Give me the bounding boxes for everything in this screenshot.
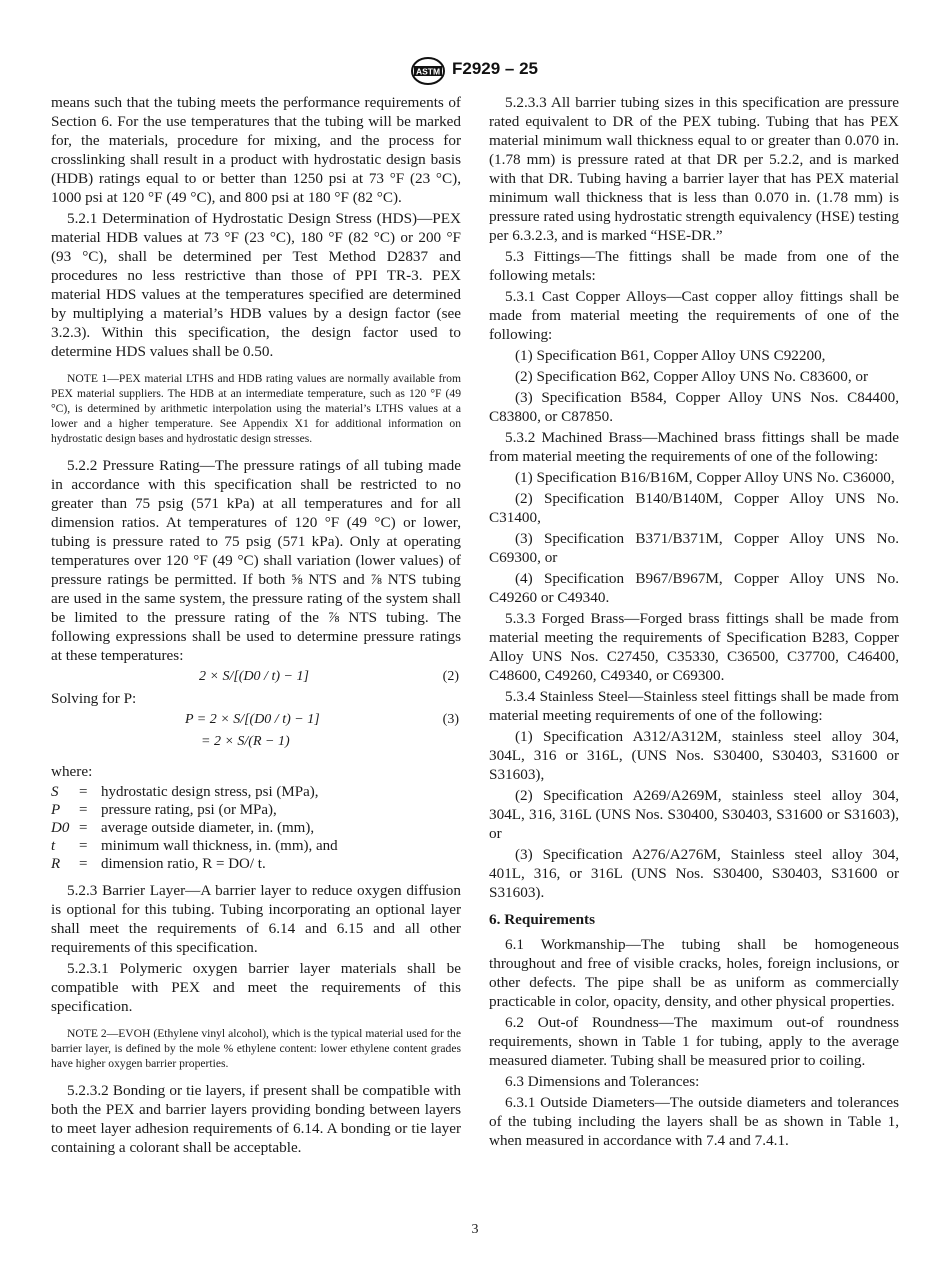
left-column bbox=[51, 93, 461, 1159]
list-item: (3) Specification B371/B371M, Copper Alloy UNS No. C69300, or bbox=[489, 530, 899, 566]
paragraph-5-2-3-1: 5.2.3.1 Polymeric oxygen barrier layer materials shall be compatible with PEX and meet the requirements of this specification. bbox=[51, 960, 461, 1015]
paragraph-6-3-1: 6.3.1 Outside Diameters—The outside diameters and tolerances of the tubing including the layers shall be as shown in Table 1, when measured in accordance with 7.4 and 7.4.1. bbox=[489, 1094, 899, 1149]
note-2: NOTE 2—EVOH (Ethylene vinyl alcohol), which is the typical material used for the barrier layer, is defined by the mole % ethylene content: lower ethylene content grades have higher oxygen barrier properties. bbox=[51, 1027, 461, 1070]
paragraph-5-2-3-2: 5.2.3.2 Bonding or tie layers, if present shall be compatible with both the PEX and barrier layers providing bonding between layers to meet layer adhesion requirements of 6.14. A bonding or tie layer containing a colorant shall be acceptable. bbox=[51, 1082, 461, 1156]
definition-symbol: S bbox=[51, 784, 59, 800]
equation-3-number: (3) bbox=[442, 712, 459, 727]
definition-symbol: R bbox=[51, 856, 61, 872]
paragraph-5-3-3: 5.3.3 Forged Brass—Forged brass fittings shall be made from material meeting the requirements of Specification B283, Copper Alloy UNS Nos. C27450, C35330, C36500, C37700, C46400, C48600, C49260, C49340, or C69300. bbox=[489, 610, 899, 684]
definition-row bbox=[51, 837, 338, 855]
definition-equals: = bbox=[79, 856, 88, 872]
equation-2 bbox=[51, 667, 461, 689]
definition-text: pressure rating, psi (or MPa), bbox=[101, 802, 277, 818]
definition-text: hydrostatic design stress, psi (MPa), bbox=[101, 784, 319, 800]
list-item: (3) Specification A276/A276M, Stainless steel alloy 304, 401L, 316, or 316L (UNS Nos. S30400, S30403, S31600 or S31603). bbox=[489, 846, 899, 901]
definition-row bbox=[51, 801, 338, 819]
paragraph-5-3-2: 5.3.2 Machined Brass—Machined brass fittings shall be made from material meeting the requirements of one of the following: bbox=[489, 429, 899, 465]
definition-symbol: P bbox=[51, 802, 61, 818]
paragraph-5-3: 5.3 Fittings—The fittings shall be made from one of the following metals: bbox=[489, 248, 899, 284]
note-1: NOTE 1—PEX material LTHS and HDB rating values are normally available from PEX material suppliers. The HDB at an intermediate temperature, such as 120 °F (49 °C), is determined by arithmetic interpolation using the material’s LTHS values at a lower and a higher temperature. See Appendix X1 for additional information on hydrostatic design bases and hydrostatic design stresses. bbox=[51, 372, 461, 445]
definition-symbol: D0 bbox=[51, 820, 70, 836]
list-item: (1) Specification B61, Copper Alloy UNS C92200, bbox=[515, 347, 826, 364]
definition-symbol: t bbox=[51, 838, 56, 854]
logo-text: ASTM bbox=[415, 66, 441, 77]
list-item: (1) Specification A312/A312M, stainless steel alloy 304, 304L, 316 or 316L, (UNS Nos. S30400, S30403, S31600 or S31603), bbox=[489, 728, 899, 783]
list-item: (3) Specification B584, Copper Alloy UNS Nos. C84400, C83800, or C87850. bbox=[489, 389, 899, 425]
paragraph-5-3-1: 5.3.1 Cast Copper Alloys—Cast copper alloy fittings shall be made from material meeting the requirements of one of the following: bbox=[489, 288, 899, 343]
definition-row bbox=[51, 819, 338, 837]
equation-2-number: (2) bbox=[442, 669, 459, 684]
definition-equals: = bbox=[79, 838, 88, 854]
definition-text: minimum wall thickness, in. (mm), and bbox=[101, 838, 338, 854]
page-header bbox=[0, 56, 950, 88]
definition-row bbox=[51, 855, 338, 873]
definition-equals: = bbox=[79, 802, 88, 818]
paragraph-6-1: 6.1 Workmanship—The tubing shall be homogeneous throughout and free of visible cracks, holes, foreign inclusions, or other defects. The pipe shall be as uniform as commercially practicable in color, opacity, density, and other physical properties. bbox=[489, 936, 899, 1010]
equation-3 bbox=[51, 710, 461, 732]
symbol-definitions bbox=[51, 783, 338, 873]
definition-text: average outside diameter, in. (mm), bbox=[101, 820, 315, 836]
equation-3-expression: P = 2 × S/[(D0 / t) − 1] bbox=[185, 712, 320, 727]
paragraph-5-2-3-3: 5.2.3.3 All barrier tubing sizes in this specification are pressure rated equivalent to DR of the PEX tubing. Tubing that has PEX material minimum wall thickness equal to or greater than 0.070 in. (1.78 mm) is pressure rated at that DR per 5.2.2, and is marked with that DR. Tubing having a barrier layer that has PEX material minimum wall thickness that is less than 0.070 in. (1.78 mm) is pressure rated using hydrostatic strength equivalency (HSE) testing per 6.3.2.3, and is marked “HSE-DR.” bbox=[489, 94, 899, 244]
section-6-heading: 6. Requirements bbox=[489, 911, 596, 928]
standard-designation: F2929 – 25 bbox=[452, 59, 539, 78]
equation-2-expression: 2 × S/[(D0 / t) − 1] bbox=[199, 669, 309, 684]
paragraph-5-2-3: 5.2.3 Barrier Layer—A barrier layer to reduce oxygen diffusion is optional for this tubing. Tubing incorporating an optional layer shall meet the requirements of 6.14 and 6.15 and all other requirements of this specification. bbox=[51, 882, 461, 956]
list-item: (4) Specification B967/B967M, Copper Alloy UNS No. C49260 or C49340. bbox=[489, 570, 899, 606]
paragraph-5-2-2: 5.2.2 Pressure Rating—The pressure ratings of all tubing made in accordance with this specification shall be restricted to no greater than 75 psig (571 kPa) at all temperatures and for all dimension ratios. At temperatures of 120 °F (49 °C) or lower, tubing is pressure rated to 75 psig (571 kPa). Only at operating temperatures over 120 °F (49 °C) shall variation (lower values) of pressure ratings be permitted. If both ⅝ NTS and ⅞ NTS tubing are used in the same system, the pressure rating of the system shall be limited to the pressure rating of the ⅞ NTS tubing. The following expressions shall be used to determine pressure ratings at these temperatures: bbox=[51, 457, 461, 664]
paragraph-continuation: means such that the tubing meets the performance requirements of Section 6. For the use temperatures that the tubing will be marked for, the materials, procedure for mixing, and the process for crosslinking shall result in a product with hydrostatic design basis (HDB) ratings equal to or better than 1250 psi at 73 °F (23 °C), 1000 psi at 120 °F (49 °C), and 800 psi at 180 °F (82 °C). bbox=[51, 94, 461, 206]
equation-3b-expression: = 2 × S/(R − 1) bbox=[201, 734, 290, 749]
paragraph-6-2: 6.2 Out-of Roundness—The maximum out-of roundness requirements, shown in Table 1 for tubing, apply to the average measured diameter. Tubing shall be measured prior to coiling. bbox=[489, 1014, 899, 1069]
list-item: (2) Specification A269/A269M, stainless steel alloy 304, 304L, 316, 316L (UNS Nos. S30400, S30403, S31600 or S31603), or bbox=[489, 787, 899, 842]
list-item: (2) Specification B140/B140M, Copper Alloy UNS No. C31400, bbox=[489, 490, 899, 526]
definition-equals: = bbox=[79, 820, 88, 836]
equation-3-simplified bbox=[51, 732, 461, 754]
definition-row bbox=[51, 783, 338, 801]
list-item: (1) Specification B16/B16M, Copper Alloy UNS No. C36000, bbox=[515, 469, 895, 486]
page-number: 3 bbox=[471, 1222, 479, 1237]
solving-for-p: Solving for P: bbox=[51, 690, 137, 707]
where-label: where: bbox=[51, 763, 93, 780]
paragraph-5-3-4: 5.3.4 Stainless Steel—Stainless steel fittings shall be made from material meeting requirements of one of the following: bbox=[489, 688, 899, 724]
list-item: (2) Specification B62, Copper Alloy UNS No. C83600, or bbox=[515, 368, 869, 385]
right-column bbox=[489, 93, 899, 1152]
paragraph-5-2-1: 5.2.1 Determination of Hydrostatic Design Stress (HDS)—PEX material HDB values at 73 °F (23 °C), 180 °F (82 °C) or 200 °F (93 °C), shall be determined per Test Method D2837 and procedures no less restrictive than those of PPI TR-3. PEX material HDS values at the temperatures specified are determined by multiplying a material’s HDB values by a design factor (see 3.2.3). Within this specification, the design factor used to determine HDS values shall be 0.50. bbox=[51, 210, 461, 360]
definition-equals: = bbox=[79, 784, 88, 800]
paragraph-6-3: 6.3 Dimensions and Tolerances: bbox=[505, 1073, 700, 1090]
definition-text: dimension ratio, R = DO/ t. bbox=[101, 856, 266, 872]
astm-logo-icon bbox=[410, 56, 446, 86]
